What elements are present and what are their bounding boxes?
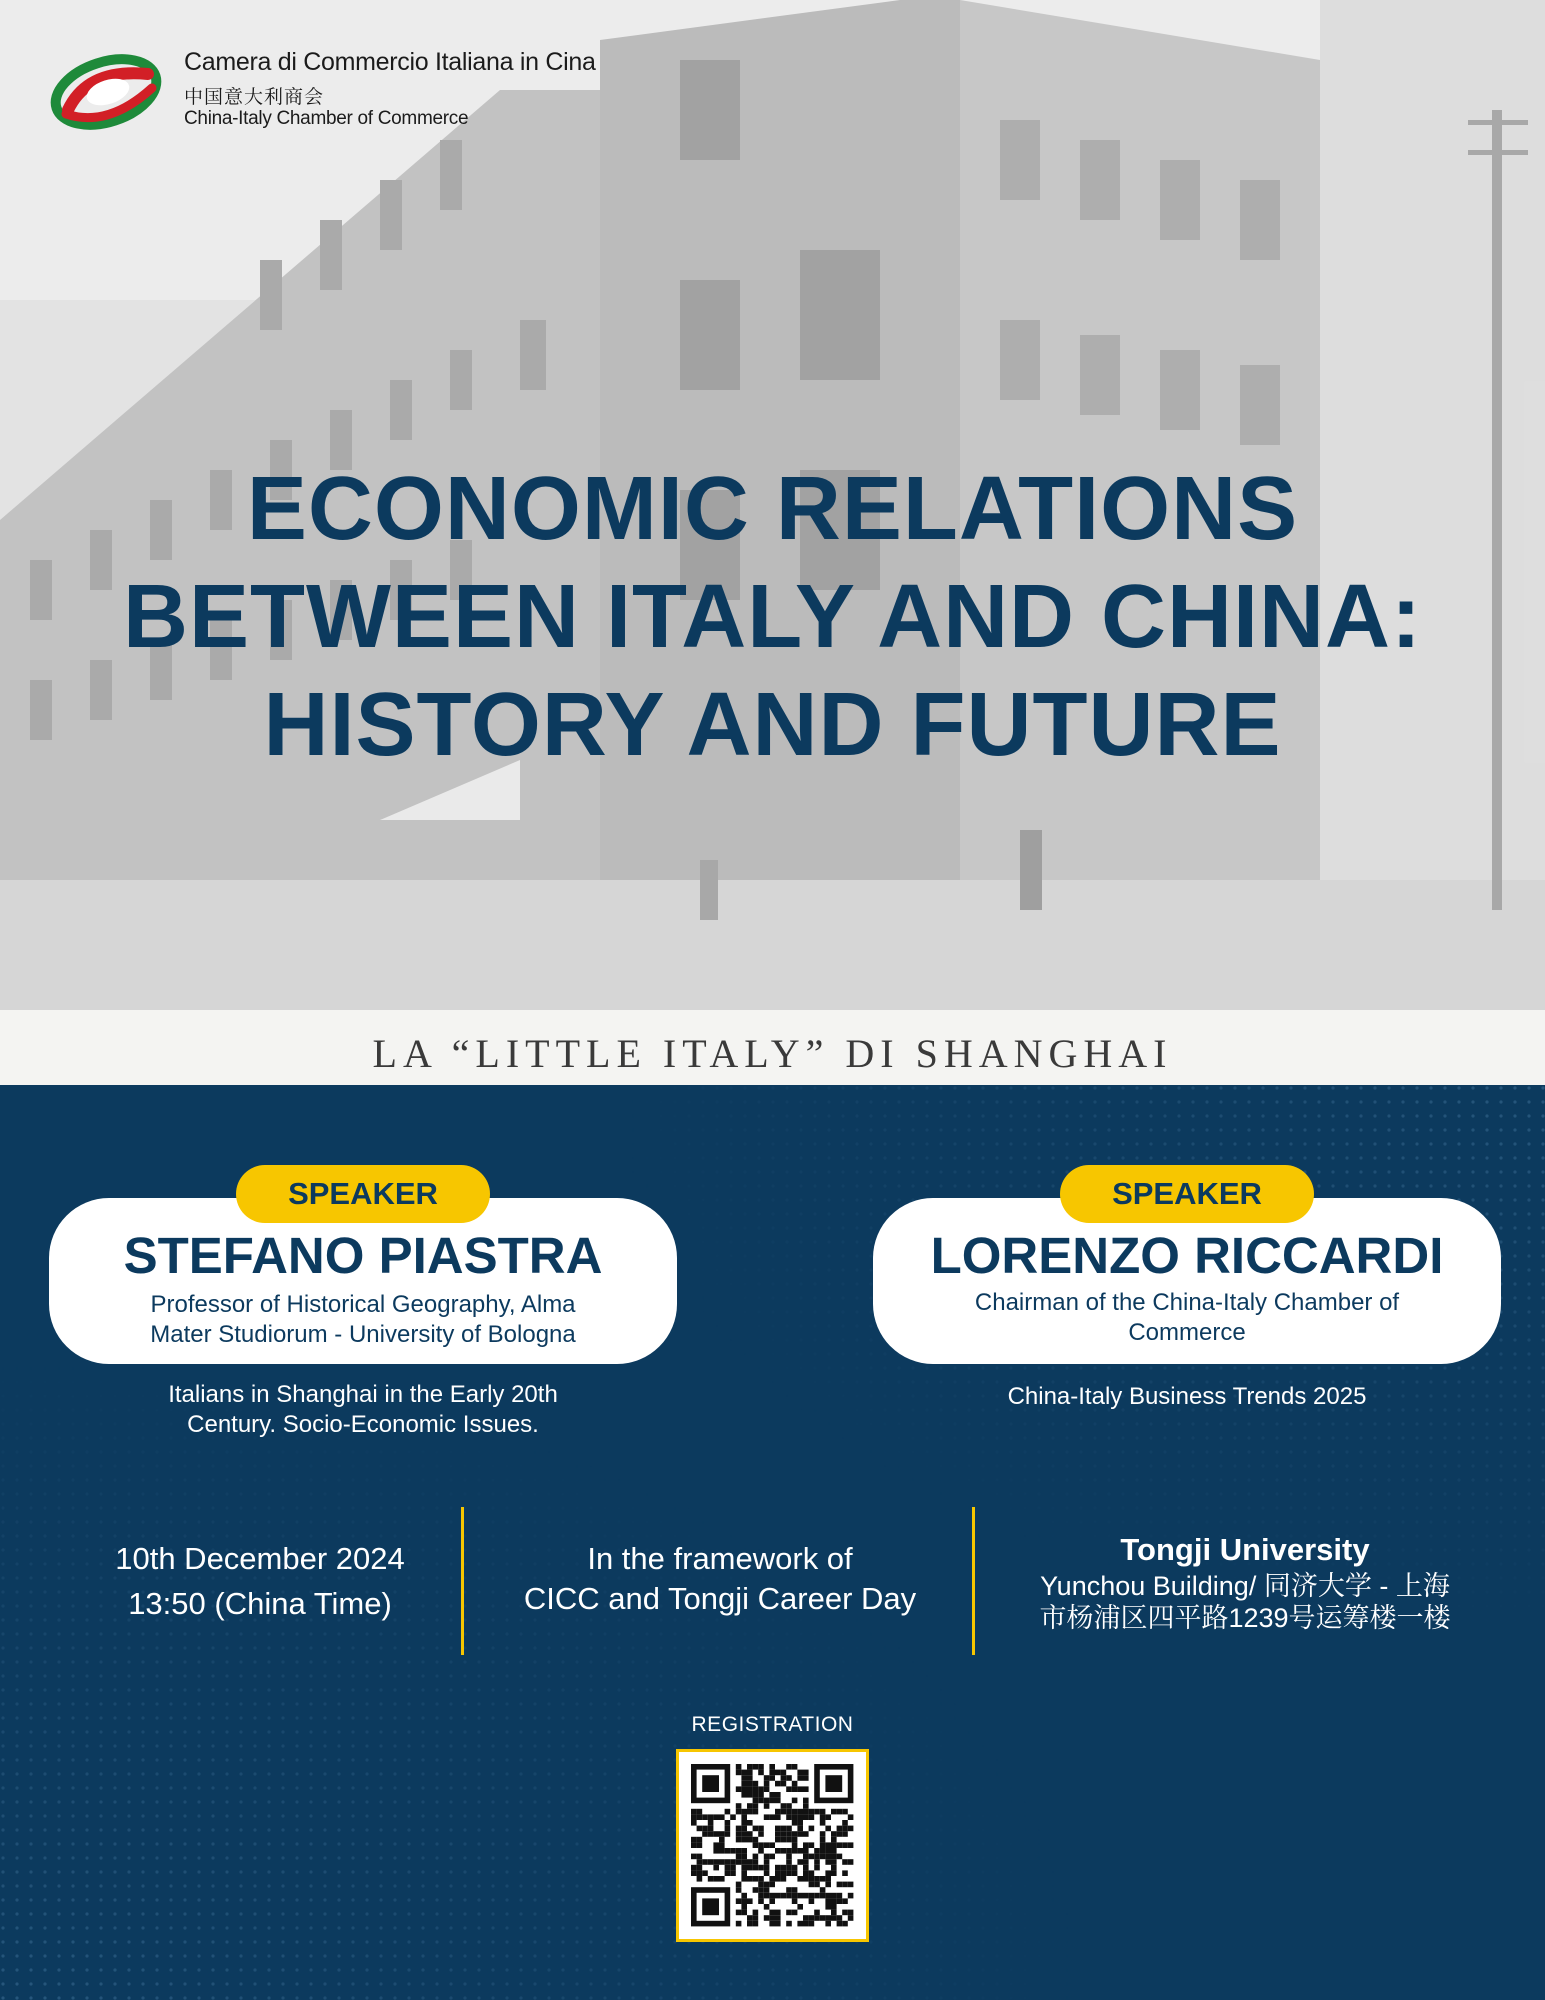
title-line-3: HISTORY AND FUTURE xyxy=(263,675,1282,775)
speaker-1-talk-line-2: Century. Socio-Economic Issues. xyxy=(187,1411,539,1438)
event-date: 10th December 2024 xyxy=(115,1541,405,1576)
event-framework xyxy=(470,1539,970,1619)
logo-text-italian: Camera di Commercio Italiana in Cina xyxy=(184,48,596,76)
speaker-1-badge: SPEAKER xyxy=(236,1165,490,1223)
chamber-logo xyxy=(48,48,608,138)
speaker-2-role-line-2: Commerce xyxy=(1128,1319,1246,1346)
speaker-2-role-line-1: Chairman of the China-Italy Chamber of xyxy=(974,1289,1400,1316)
framework-line-2: CICC and Tongji Career Day xyxy=(523,1581,917,1616)
registration-label: REGISTRATION xyxy=(691,1713,854,1736)
chamber-logo-icon xyxy=(48,48,163,133)
divider-1 xyxy=(461,1507,464,1655)
speaker-2-badge: SPEAKER xyxy=(1060,1165,1314,1223)
speaker-1-role-line-1: Professor of Historical Geography, Alma xyxy=(150,1291,576,1318)
venue-address-line-2: 市杨浦区四平路1239号运筹楼一楼 xyxy=(1039,1603,1451,1633)
logo-text-chinese: 中国意大利商会 xyxy=(184,87,325,108)
registration-qr-code[interactable] xyxy=(676,1749,869,1942)
title-line-1: ECONOMIC RELATIONS xyxy=(246,459,1299,559)
speaker-2-talk xyxy=(873,1382,1501,1412)
logo-text-english: China-Italy Chamber of Commerce xyxy=(184,108,469,129)
speaker-1-talk-line-1: Italians in Shanghai in the Early 20th xyxy=(168,1381,558,1408)
event-venue xyxy=(985,1530,1505,1634)
venue-name: Tongji University xyxy=(1120,1532,1370,1567)
event-datetime xyxy=(70,1539,450,1624)
speaker-1-talk xyxy=(49,1380,677,1440)
speaker-2-name: LORENZO RICCARDI xyxy=(930,1227,1444,1284)
venue-address-line-1: Yunchou Building/ 同济大学 - 上海 xyxy=(1040,1571,1450,1601)
speaker-1-name: STEFANO PIASTRA xyxy=(123,1227,603,1284)
speaker-2-talk-line-1: China-Italy Business Trends 2025 xyxy=(1007,1383,1367,1410)
framework-line-1: In the framework of xyxy=(587,1541,853,1576)
speaker-1-role-line-2: Mater Studiorum - University of Bologna xyxy=(150,1321,576,1348)
photo-caption: LA “LITTLE ITALY” DI SHANGHAI xyxy=(372,1031,1173,1076)
divider-2 xyxy=(972,1507,975,1655)
qr-code-icon xyxy=(679,1752,866,1939)
event-time: 13:50 (China Time) xyxy=(128,1586,392,1621)
title-line-2: BETWEEN ITALY AND CHINA: xyxy=(122,567,1423,667)
event-title xyxy=(0,455,1545,779)
